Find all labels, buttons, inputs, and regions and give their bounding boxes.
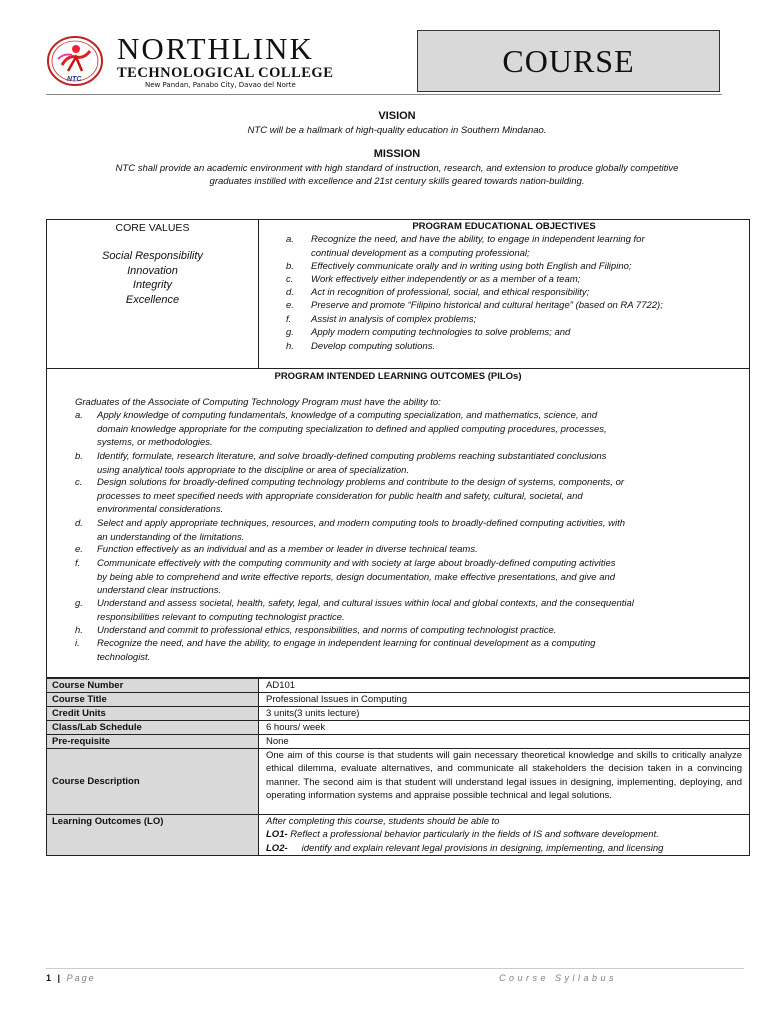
core-value-item: Innovation: [127, 265, 178, 277]
credit-units-value: 3 units(3 units lecture): [258, 706, 750, 721]
prerequisite-label: Pre-requisite: [46, 734, 259, 749]
lo-text: identify and explain relevant legal provisions in designing, implementing, and licensing: [301, 842, 664, 854]
peo-text: Develop computing solutions.: [311, 341, 436, 352]
pilo-letter: b.: [75, 451, 83, 462]
page-number: [46, 973, 96, 983]
peo-letter: e.: [286, 300, 294, 311]
peo-title: PROGRAM EDUCATIONAL OBJECTIVES: [412, 221, 596, 232]
mission-line: NTC shall provide an academic environment with high standard of instruction, research, and extension to produce globally competitive: [115, 163, 679, 174]
peo-text: Effectively communicate orally and in writing using both English and Filipino;: [311, 261, 632, 272]
lo-item: [266, 842, 749, 855]
course-title-value: Professional Issues in Computing: [258, 692, 750, 707]
peo-text: Act in recognition of professional, social, and ethical responsibility;: [311, 287, 590, 298]
pilo-text: Understand and commit to professional ethics, responsibilities, and norms of computing technologist practice.: [97, 625, 557, 636]
pilo-letter: f.: [75, 558, 81, 569]
pilo-text: Function effectively as an individual and as a member or leader in diverse technical teams.: [97, 544, 478, 555]
peo-letter: g.: [286, 327, 294, 338]
peo-text: Preserve and promote “Filipino historical and cultural heritage” (based on RA 7722);: [311, 300, 663, 311]
course-title-label: Course Title: [46, 692, 259, 707]
peo-letter: a.: [286, 234, 294, 245]
peo-item: [286, 233, 736, 260]
lo-text: Reflect a professional behavior particularly in the fields of IS and software development.: [290, 829, 659, 841]
description-label-text: Course Description: [52, 776, 140, 787]
prerequisite-value: None: [258, 734, 750, 749]
pilo-letter: e.: [75, 544, 83, 555]
lo-code: LO1-: [266, 829, 288, 841]
pilo-letter: i.: [75, 638, 80, 649]
page-separator: |: [57, 973, 63, 983]
mission-line: graduates instilled with excellence and 21st century skills geared towards nation-building.: [209, 176, 585, 187]
schedule-label: Class/Lab Schedule: [46, 720, 259, 735]
pilo-letter: g.: [75, 598, 83, 609]
lo-intro: After completing this course, students should be able to: [266, 816, 500, 827]
description-value: One aim of this course is that students will gain necessary theoretical knowledge and skills to critically analyze ethical dilemma, evaluate alternatives, and communicate all stakeholders the decision taken in a convincing manner. The second aim is that student will understand legal issues in designing, implementing, deploying, and operating information systems and appraise possible technical and legal solutions.: [258, 748, 750, 815]
pilo-letter: c.: [75, 477, 83, 488]
school-name: NORTHLINK: [117, 31, 314, 66]
pilo-text: Select and apply appropriate techniques, resources, and modern computing tools to broadly-defined computing activities, with an understanding of the limitations.: [97, 518, 626, 543]
course-title-box: COURSE: [417, 30, 720, 92]
pilo-letter: h.: [75, 625, 83, 636]
peo-letter: c.: [286, 274, 294, 285]
schedule-value: 6 hours/ week: [258, 720, 750, 735]
peo-text: Assist in analysis of complex problems;: [311, 314, 477, 325]
pilo-text: Apply knowledge of computing fundamentals, knowledge of a computing specialization, and mathematics, science, and domain knowledge appropriate for the computing specialization to defined and applied computing procedures, processes, systems, or methodologies.: [97, 410, 607, 448]
peo-letter: d.: [286, 287, 294, 298]
lo-item: [266, 828, 749, 841]
school-subtitle: TECHNOLOGICAL COLLEGE: [117, 65, 334, 81]
footer-divider: [46, 968, 744, 969]
pilo-text: Recognize the need, and have the ability, to engage in independent learning for continual development as a computing technologist.: [97, 638, 596, 663]
pilo-text: Understand and assess societal, health, safety, legal, and cultural issues within local and global contexts, and the consequential responsibilities relevant to computing technologist practice.: [97, 598, 634, 623]
learning-outcomes-label-text: Learning Outcomes (LO): [52, 816, 164, 827]
vision-text: NTC will be a hallmark of high-quality education in Southern Mindanao.: [247, 125, 547, 136]
header-divider: [46, 94, 722, 95]
pilo-text: Communicate effectively with the computing community and with society at large about broadly-defined computing activities by being able to comprehend and write effective reports, design documentation, make effective presentations, and give and understand clear instructions.: [97, 558, 616, 596]
lo-code: LO2-: [266, 842, 288, 854]
peo-text: Recognize the need, and have the ability, to engage in independent learning for continual development as a computing professional;: [311, 234, 645, 259]
peo-letter: h.: [286, 341, 294, 352]
learning-outcomes-value: [258, 814, 750, 856]
peo-text: Work effectively either independently or as a member of a team;: [311, 274, 581, 285]
page-number-value: 1: [46, 973, 54, 983]
pilo-text: Design solutions for broadly-defined computing technology problems and contribute to the design of systems, components, or processes to meet specified needs with appropriate consideration for public health and safety, cultural, societal, and environmental considerations.: [97, 477, 625, 515]
page-word: Page: [66, 973, 96, 983]
course-number-label: Course Number: [46, 678, 259, 693]
core-value-item: Integrity: [132, 279, 173, 291]
core-values-title: CORE VALUES: [115, 222, 190, 234]
description-label: [46, 748, 259, 815]
course-number-value: AD101: [258, 678, 750, 693]
college-logo: [46, 35, 104, 87]
pilo-intro: Graduates of the Associate of Computing Technology Program must have the ability to:: [75, 397, 441, 408]
core-value-item: Social Responsibility: [102, 250, 203, 262]
credit-units-label: Credit Units: [46, 706, 259, 721]
pilo-letter: a.: [75, 410, 83, 421]
school-address: New Pandan, Panabo City, Davao del Norte: [145, 81, 296, 89]
pilo-letter: d.: [75, 518, 83, 529]
pilo-text: Identify, formulate, research literature, and solve broadly-defined computing problems reaching substantiated conclusions using analytical tools appropriate to the discipline or area of specialization.: [97, 451, 607, 476]
logo-text: NTC: [67, 76, 82, 83]
pilo-title: PROGRAM INTENDED LEARNING OUTCOMES (PILOs): [274, 371, 522, 382]
footer-document-name: Course Syllabus: [499, 973, 618, 983]
peo-letter: f.: [286, 314, 292, 325]
learning-outcomes-label: [46, 814, 259, 856]
peo-text: Apply modern computing technologies to solve problems; and: [311, 327, 571, 338]
vision-title: VISION: [378, 110, 416, 122]
core-value-item: Excellence: [125, 294, 180, 306]
mission-title: MISSION: [373, 148, 421, 160]
peo-letter: b.: [286, 261, 294, 272]
